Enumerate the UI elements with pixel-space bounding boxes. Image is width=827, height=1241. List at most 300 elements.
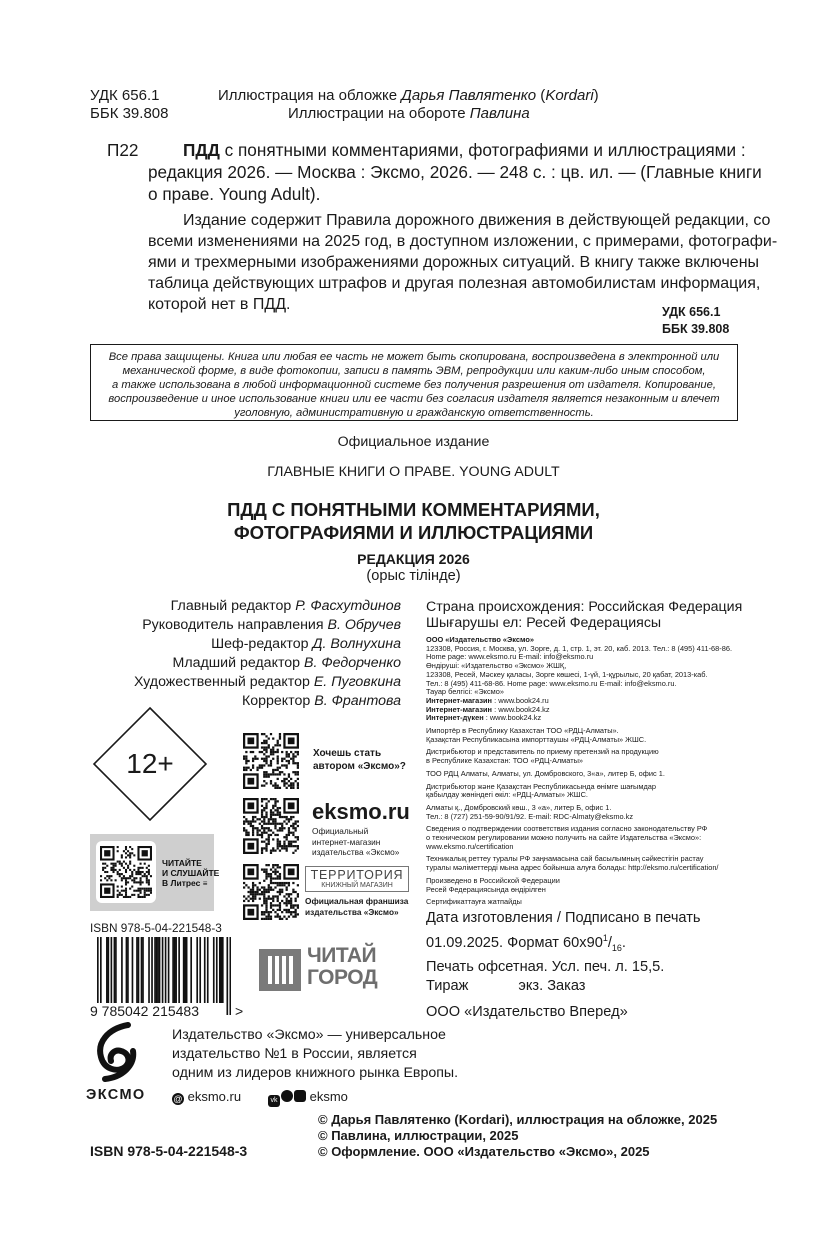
qr-module bbox=[272, 850, 274, 852]
qr-module bbox=[277, 811, 279, 813]
qr-module bbox=[288, 820, 290, 822]
qr-module bbox=[263, 760, 265, 762]
qr-module bbox=[123, 896, 125, 898]
barcode-bar bbox=[174, 937, 176, 1003]
qr-module bbox=[286, 834, 288, 836]
qr-module bbox=[250, 769, 252, 771]
qr-module bbox=[265, 823, 267, 825]
qr-module bbox=[281, 845, 283, 847]
qr-module bbox=[292, 845, 294, 847]
qr-module bbox=[277, 891, 279, 893]
qr-module bbox=[288, 916, 290, 918]
qr-module bbox=[144, 873, 146, 875]
author-qr-code[interactable] bbox=[243, 733, 299, 789]
qr-module bbox=[265, 891, 267, 893]
qr-module bbox=[279, 877, 281, 879]
qr-module bbox=[127, 877, 129, 879]
qr-module bbox=[247, 909, 254, 916]
qr-module bbox=[146, 888, 148, 890]
qr-module bbox=[100, 875, 102, 877]
qr-module bbox=[252, 886, 254, 888]
qr-module bbox=[277, 904, 279, 906]
barcode-bar bbox=[121, 937, 123, 1003]
qr-module bbox=[288, 827, 290, 829]
qr-module bbox=[247, 834, 249, 836]
qr-module bbox=[252, 751, 254, 753]
qr-module bbox=[263, 893, 265, 895]
eksmo-site-link[interactable]: eksmo.ru bbox=[312, 799, 410, 824]
print-format: 01.09.2025. Формат 60x90 bbox=[426, 934, 603, 951]
footer-site-link[interactable] bbox=[172, 1089, 241, 1105]
qr-module bbox=[263, 816, 265, 818]
qr-module bbox=[243, 769, 245, 771]
qr-module bbox=[259, 764, 261, 766]
qr-module bbox=[261, 850, 263, 852]
qr-module bbox=[292, 762, 294, 764]
litres-text bbox=[162, 858, 219, 889]
qr-module bbox=[272, 811, 274, 813]
qr-module bbox=[121, 865, 123, 867]
barcode-bar bbox=[222, 937, 224, 1003]
barcode-bar bbox=[151, 937, 153, 1003]
qr-module bbox=[272, 785, 274, 787]
qr-module bbox=[268, 911, 270, 913]
qr-module bbox=[129, 854, 131, 856]
qr-module bbox=[268, 864, 270, 866]
qr-module bbox=[144, 894, 146, 896]
footer-social-link[interactable] bbox=[268, 1089, 348, 1107]
qr-module bbox=[286, 911, 288, 913]
qr-module bbox=[123, 890, 125, 892]
publisher-line: Тел.: 8 (495) 411-68-86. Home page: www.eksmo.ru E-mail: info@eksmo.ru. bbox=[426, 678, 677, 688]
qr-module bbox=[297, 785, 299, 787]
annotation-line-3: ями и трехмерными изображениями дорожных ситуаций. В книгу также включены bbox=[148, 254, 760, 271]
qr-module bbox=[297, 820, 299, 822]
barcode-bar bbox=[141, 937, 143, 1003]
qr-module bbox=[272, 751, 274, 753]
qr-module bbox=[117, 894, 119, 896]
qr-module bbox=[254, 893, 256, 895]
qr-module bbox=[277, 843, 279, 845]
qr-module bbox=[261, 911, 263, 913]
qr-module bbox=[265, 782, 267, 784]
qr-module bbox=[283, 895, 285, 897]
qr-module bbox=[268, 875, 270, 877]
author-promo bbox=[313, 747, 406, 773]
qr-module bbox=[243, 823, 245, 825]
qr-module bbox=[295, 841, 297, 843]
qr-module bbox=[288, 785, 290, 787]
qr-module bbox=[288, 773, 290, 775]
qr-module bbox=[290, 758, 292, 760]
qr-module bbox=[133, 894, 135, 896]
qr-module bbox=[263, 764, 265, 766]
qr-module bbox=[270, 907, 272, 909]
publisher-line: Home page: www.eksmo.ru E-mail: info@eksmo.ru bbox=[426, 652, 594, 662]
qr-module bbox=[137, 896, 139, 898]
qr-module bbox=[125, 892, 127, 894]
rights-line-4: воспроизведение и иное использование книги или ее части без согласия издателя является незаконным и влечет bbox=[108, 393, 720, 405]
qr-module bbox=[277, 823, 279, 825]
qr-module bbox=[295, 911, 297, 913]
qr-module bbox=[277, 895, 279, 897]
qr-module bbox=[265, 904, 267, 906]
qr-module bbox=[102, 867, 104, 869]
qr-module bbox=[148, 890, 150, 892]
qr-module bbox=[274, 871, 276, 873]
qr-module bbox=[261, 834, 263, 836]
qr-module bbox=[263, 771, 265, 773]
qr-module bbox=[256, 769, 258, 771]
qr-module bbox=[279, 807, 281, 809]
qr-module bbox=[270, 875, 272, 877]
qr-module bbox=[272, 871, 274, 873]
books-icon bbox=[259, 949, 301, 991]
internet-label: Интернет-дүкен bbox=[426, 713, 484, 723]
qr-module bbox=[144, 892, 146, 894]
qr-module bbox=[261, 852, 263, 854]
qr-module bbox=[263, 740, 265, 742]
publisher-about-line: одним из лидеров книжного рынка Европы. bbox=[172, 1065, 459, 1081]
qr-module bbox=[270, 733, 272, 735]
qr-module bbox=[279, 737, 281, 739]
qr-module bbox=[265, 755, 267, 757]
qr-module bbox=[133, 865, 135, 867]
internet-label: Интернет-магазин bbox=[426, 704, 493, 714]
qr-module bbox=[243, 895, 245, 897]
origin-line-ru: Страна происхождения: Российская Федерация bbox=[426, 599, 743, 615]
qr-module bbox=[283, 884, 285, 886]
qr-module bbox=[131, 852, 133, 854]
qr-module bbox=[279, 787, 281, 789]
qr-module bbox=[286, 889, 288, 891]
qr-module bbox=[268, 746, 270, 748]
qr-module bbox=[265, 811, 267, 813]
qr-module bbox=[272, 805, 274, 807]
qr-module bbox=[247, 868, 254, 875]
qr-module bbox=[117, 896, 119, 898]
qr-module bbox=[265, 735, 267, 737]
qr-module bbox=[277, 864, 279, 866]
barcode-bar bbox=[115, 937, 117, 1003]
qr-module bbox=[274, 809, 276, 811]
qr-module bbox=[121, 856, 123, 858]
qr-module bbox=[133, 890, 135, 892]
catalog-line-1 bbox=[183, 140, 746, 161]
qr-module bbox=[131, 879, 133, 881]
produced-line: Произведено в Российской Федерации bbox=[426, 875, 560, 885]
qr-module bbox=[137, 871, 139, 873]
barcode-bar bbox=[207, 937, 209, 1003]
qr-module bbox=[263, 827, 265, 829]
qr-module bbox=[261, 913, 263, 915]
main-title-line-2: ФОТОГРАФИЯМИ И ИЛЛЮСТРАЦИЯМИ bbox=[233, 522, 594, 543]
qr-module bbox=[272, 838, 274, 840]
qr-module bbox=[272, 773, 274, 775]
qr-module bbox=[272, 898, 274, 900]
qr-module bbox=[252, 891, 254, 893]
qr-module bbox=[261, 814, 263, 816]
qr-module bbox=[274, 744, 276, 746]
qr-module bbox=[252, 825, 254, 827]
barcode-bar bbox=[138, 937, 140, 1003]
qr-module bbox=[295, 751, 297, 753]
qr-module bbox=[268, 873, 270, 875]
qr-module bbox=[254, 758, 256, 760]
qr-module bbox=[265, 909, 267, 911]
barcode-bar bbox=[114, 937, 116, 1003]
barcode-bar bbox=[229, 937, 231, 1015]
qr-module bbox=[272, 823, 274, 825]
qr-module bbox=[115, 865, 117, 867]
qr-module bbox=[265, 902, 267, 904]
qr-module bbox=[270, 816, 272, 818]
qr-module bbox=[277, 877, 279, 879]
qr-module bbox=[274, 782, 276, 784]
footer-site-text: eksmo.ru bbox=[187, 1089, 242, 1104]
qr-module bbox=[295, 916, 297, 918]
qr-module bbox=[129, 846, 131, 848]
qr-module bbox=[123, 850, 125, 852]
qr-module bbox=[256, 889, 258, 891]
qr-module bbox=[245, 760, 247, 762]
qr-module bbox=[277, 755, 279, 757]
qr-module bbox=[290, 911, 292, 913]
barcode-digits: 9 785042 215483 bbox=[90, 1003, 199, 1019]
qr-module bbox=[247, 802, 254, 809]
litres-banner[interactable] bbox=[90, 834, 220, 911]
qr-module bbox=[243, 820, 245, 822]
qr-module bbox=[125, 894, 127, 896]
qr-module bbox=[129, 896, 131, 898]
qr-module bbox=[281, 764, 283, 766]
barcode-bar bbox=[219, 937, 221, 1003]
qr-module bbox=[286, 823, 288, 825]
importer-line: Қазақстан Республикасына импорттаушы «РДЦ-Алматы» ЖШС. bbox=[426, 734, 647, 744]
qr-module bbox=[283, 882, 285, 884]
qr-module bbox=[272, 889, 274, 891]
qr-module bbox=[259, 882, 261, 884]
qr-module bbox=[286, 787, 288, 789]
qr-module bbox=[127, 896, 129, 898]
qr-module bbox=[297, 884, 299, 886]
origin-line-kz: Шығарушы ел: Ресей Федерациясы bbox=[426, 615, 662, 631]
barcode-bar bbox=[132, 937, 134, 1003]
qr-module bbox=[288, 737, 295, 744]
chitai-gorod-line: ГОРОД bbox=[307, 966, 378, 989]
qr-module bbox=[281, 827, 283, 829]
qr-module bbox=[295, 829, 297, 831]
qr-module bbox=[247, 843, 254, 850]
qr-module bbox=[286, 816, 288, 818]
barcode-bar bbox=[157, 937, 159, 1003]
qr-module bbox=[140, 877, 142, 879]
qr-module bbox=[117, 861, 119, 863]
staff-role: Шеф-редактор bbox=[211, 636, 313, 652]
annotation-line-5: которой нет в ПДД. bbox=[148, 296, 291, 313]
qr-module bbox=[131, 848, 133, 850]
age-rating-label: 12+ bbox=[126, 748, 174, 779]
territory-qr-code[interactable] bbox=[243, 864, 299, 920]
qr-module bbox=[277, 913, 279, 915]
qr-module bbox=[129, 861, 131, 863]
qr-module bbox=[245, 818, 247, 820]
qr-module bbox=[279, 875, 281, 877]
period: . bbox=[621, 934, 626, 951]
copyright-line: © Оформление. ООО «Издательство «Эксмо», 2025 bbox=[318, 1144, 650, 1159]
qr-module bbox=[144, 863, 146, 865]
qr-module bbox=[125, 877, 127, 879]
qr-module bbox=[272, 798, 274, 800]
qr-module bbox=[252, 832, 254, 834]
qr-module bbox=[254, 827, 256, 829]
rights-line-1: Все права защищены. Книга или любая ее часть не может быть скопирована, воспроизведена в электронной или bbox=[108, 351, 720, 363]
qr-module bbox=[146, 871, 148, 873]
qr-module bbox=[252, 764, 254, 766]
qr-module bbox=[292, 832, 294, 834]
qr-module bbox=[295, 780, 297, 782]
eksmo-shop-line: Официальный bbox=[312, 826, 369, 836]
qr-module bbox=[279, 811, 281, 813]
series-name: ГЛАВНЫЕ КНИГИ О ПРАВЕ. YOUNG ADULT bbox=[267, 464, 560, 480]
qr-module bbox=[288, 882, 290, 884]
qr-module bbox=[274, 916, 276, 918]
qr-module bbox=[274, 886, 276, 888]
qr-module bbox=[117, 873, 119, 875]
qr-module bbox=[290, 785, 292, 787]
staff-name: Е. Пуговкина bbox=[313, 674, 401, 690]
qr-module bbox=[119, 869, 121, 871]
eksmo-qr-code[interactable] bbox=[243, 798, 299, 854]
qr-module bbox=[270, 782, 272, 784]
qr-module bbox=[140, 888, 142, 890]
qr-module bbox=[279, 829, 281, 831]
staff-row bbox=[134, 673, 401, 692]
qr-module bbox=[288, 841, 290, 843]
qr-module bbox=[150, 875, 152, 877]
qr-module bbox=[290, 825, 292, 827]
chitai-gorod-text bbox=[307, 945, 377, 989]
qr-module bbox=[292, 816, 294, 818]
qr-module bbox=[261, 785, 263, 787]
qr-module bbox=[148, 883, 150, 885]
qr-module bbox=[263, 820, 265, 822]
qr-module bbox=[274, 798, 276, 800]
qr-module bbox=[286, 886, 288, 888]
qr-module bbox=[277, 916, 279, 918]
qr-module bbox=[125, 883, 127, 885]
franchise-text bbox=[305, 896, 408, 917]
qr-module bbox=[290, 904, 292, 906]
qr-module bbox=[268, 818, 270, 820]
qr-module bbox=[263, 889, 265, 891]
qr-module bbox=[135, 871, 137, 873]
qr-module bbox=[243, 767, 245, 769]
qr-module bbox=[295, 827, 297, 829]
certification-line: о техническом регулировании можно получить на сайте Издательства «Эксмо»: bbox=[426, 833, 702, 843]
qr-module bbox=[270, 877, 272, 879]
qr-module bbox=[290, 816, 292, 818]
qr-module bbox=[281, 758, 283, 760]
qr-module bbox=[290, 751, 292, 753]
qr-module bbox=[261, 820, 263, 822]
qr-module bbox=[281, 823, 283, 825]
qr-module bbox=[286, 898, 288, 900]
qr-module bbox=[277, 838, 279, 840]
qr-module bbox=[272, 769, 274, 771]
qr-module bbox=[131, 873, 133, 875]
globe-icon: @ bbox=[173, 1094, 183, 1104]
qr-module bbox=[268, 841, 270, 843]
qr-module bbox=[140, 890, 142, 892]
qr-module bbox=[272, 832, 274, 834]
catalog-line-2: редакция 2026. — Москва : Эксмо, 2026. — 248 с. : цв. ил. — (Главные книги bbox=[148, 162, 762, 182]
qr-module bbox=[281, 771, 283, 773]
qr-module bbox=[268, 737, 270, 739]
qr-module bbox=[281, 889, 283, 891]
staff-role: Корректор bbox=[241, 693, 315, 709]
qr-module bbox=[281, 900, 283, 902]
qr-module bbox=[270, 809, 272, 811]
qr-module bbox=[281, 780, 283, 782]
qr-module bbox=[256, 767, 258, 769]
qr-module bbox=[279, 814, 281, 816]
qr-module bbox=[281, 816, 283, 818]
qr-module bbox=[283, 836, 285, 838]
telegram-icon bbox=[294, 1090, 306, 1102]
qr-module bbox=[127, 881, 129, 883]
qr-module bbox=[288, 902, 290, 904]
qr-module bbox=[259, 898, 261, 900]
qr-module bbox=[265, 740, 267, 742]
barcode-bar bbox=[148, 937, 150, 1003]
qr-module bbox=[270, 882, 272, 884]
qr-module bbox=[283, 758, 285, 760]
qr-module bbox=[265, 843, 267, 845]
qr-module bbox=[270, 760, 272, 762]
qr-module bbox=[250, 889, 252, 891]
qr-module bbox=[245, 898, 247, 900]
qr-module bbox=[263, 753, 265, 755]
qr-module bbox=[283, 816, 285, 818]
litres-qr-code[interactable] bbox=[96, 841, 156, 903]
qr-module bbox=[106, 879, 108, 881]
qr-module bbox=[279, 771, 281, 773]
qr-module bbox=[250, 823, 252, 825]
qr-module bbox=[279, 889, 281, 891]
qr-module bbox=[256, 818, 258, 820]
qr-module bbox=[290, 893, 292, 895]
qr-module bbox=[252, 900, 254, 902]
qr-module bbox=[272, 895, 274, 897]
qr-module bbox=[121, 873, 123, 875]
internet-value: : www.book24.ru bbox=[492, 695, 549, 705]
qr-module bbox=[274, 820, 276, 822]
qr-module bbox=[270, 880, 272, 882]
barcode-bar bbox=[127, 937, 129, 1003]
qr-module bbox=[247, 895, 249, 897]
qr-module bbox=[125, 890, 127, 892]
qr-module bbox=[261, 798, 263, 800]
qr-module bbox=[125, 881, 127, 883]
qr-module bbox=[277, 785, 279, 787]
official-edition: Официальное издание bbox=[337, 434, 490, 450]
qr-module bbox=[283, 845, 285, 847]
qr-module bbox=[270, 773, 272, 775]
qr-module bbox=[117, 886, 119, 888]
qr-module bbox=[146, 894, 148, 896]
main-title-line-1: ПДД С ПОНЯТНЫМИ КОММЕНТАРИЯМИ, bbox=[227, 499, 600, 520]
